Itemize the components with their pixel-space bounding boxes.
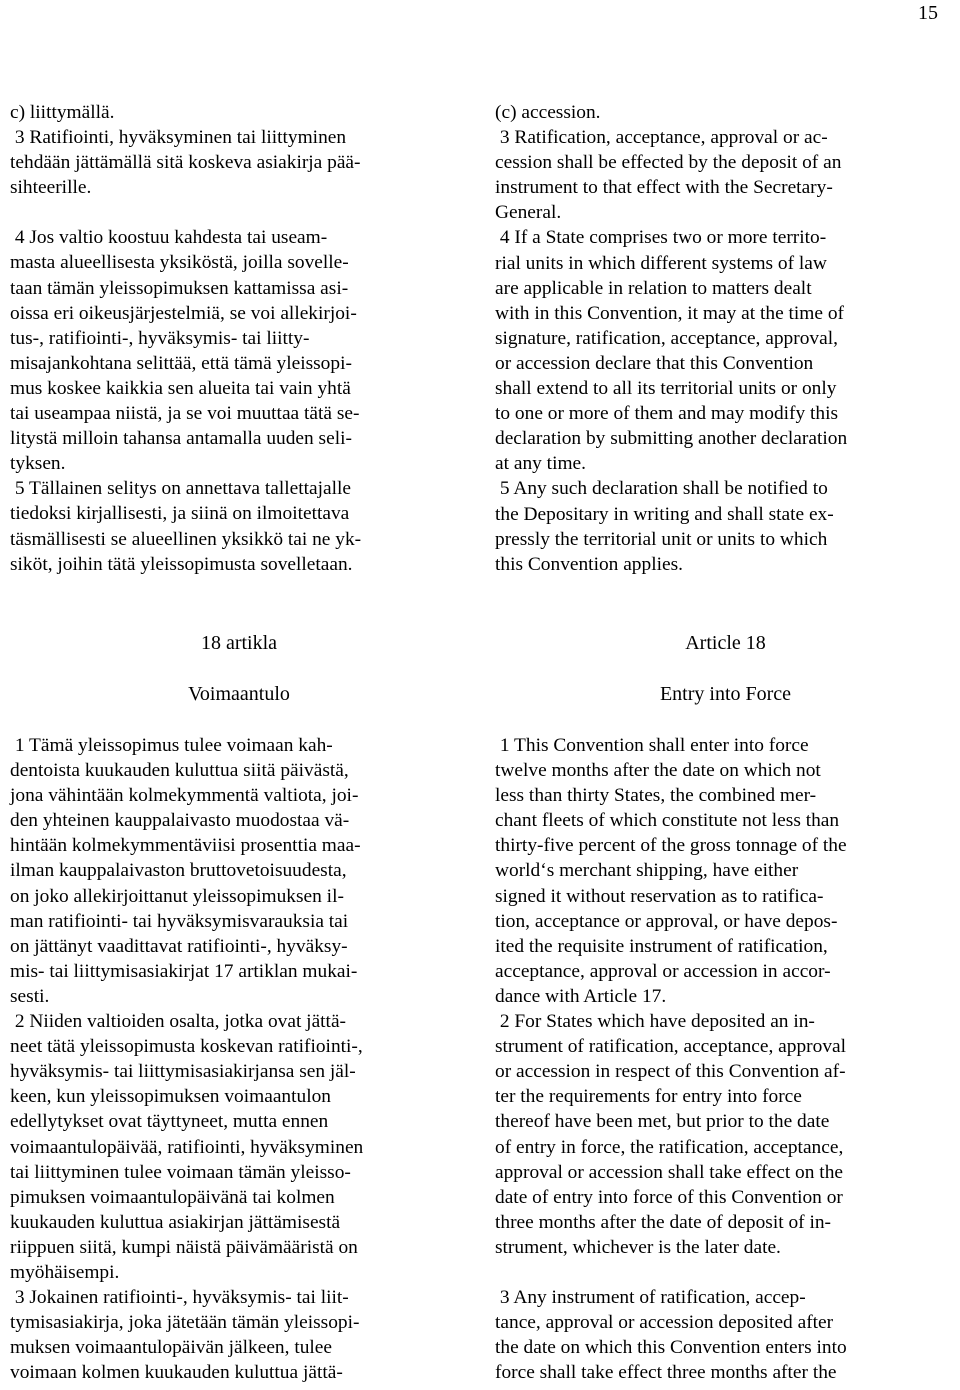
english-article-title: Article 18 xyxy=(685,632,766,654)
text-line: three months after the date of deposit of in- xyxy=(495,1211,831,1233)
text-line: signed it without reservation as to ratifica- xyxy=(495,885,824,907)
text-line: mis- tai liittymisasiakirjat 17 artiklan mukai- xyxy=(10,960,358,982)
text-line: 3 Ratification, acceptance, approval or ac- xyxy=(495,127,828,149)
text-line: voimaantulopäivää, ratifiointi, hyväksyminen xyxy=(10,1136,364,1158)
english-article-subtitle: Entry into Force xyxy=(659,683,792,705)
text-line: neet tätä yleissopimusta koskevan ratifiointi-, xyxy=(10,1036,363,1058)
text-line: 2 Niiden valtioiden osalta, jotka ovat jättä- xyxy=(10,1011,347,1033)
text-line: kuukauden kuluttua asiakirjan jättämisestä xyxy=(10,1211,341,1233)
text-line: pimuksen voimaantulopäivänä tai kolmen xyxy=(10,1186,335,1208)
text-line: date of entry into force of this Convention or xyxy=(495,1186,843,1208)
text-line: tion, acceptance or approval, or have depos- xyxy=(495,910,838,932)
text-line: 3 Jokainen ratifiointi-, hyväksymis- tai liit- xyxy=(10,1287,349,1309)
text-line: riippuen siitä, kumpi näistä päivämääristä on xyxy=(10,1236,358,1258)
text-line: with in this Convention, it may at the time of xyxy=(495,302,844,324)
text-line: ilman kauppalaivaston bruttovetoisuudesta, xyxy=(10,860,347,882)
text-line: the date on which this Convention enters into xyxy=(495,1337,847,1359)
text-line: pressly the territorial unit or units to which xyxy=(495,528,828,550)
text-line: hintään kolmekymmentäviisi prosenttia maa- xyxy=(10,835,361,857)
text-line: muksen voimaantulopäivän jälkeen, tulee xyxy=(10,1337,333,1359)
text-line: 3 Ratifiointi, hyväksyminen tai liittyminen xyxy=(10,127,347,149)
text-line: mus koskee kaikkia sen alueita tai vain yhtä xyxy=(10,377,351,399)
text-line: tance, approval or accession deposited after xyxy=(495,1312,834,1334)
text-line: instrument to that effect with the Secretary- xyxy=(495,177,833,199)
text-line: tyksen. xyxy=(10,453,66,475)
text-line: declaration by submitting another declaration xyxy=(495,428,848,450)
text-line: voimaan kolmen kuukauden kuluttua jättä- xyxy=(10,1362,343,1384)
text-line: masta alueellisesta yksiköstä, joilla sovelle- xyxy=(10,252,349,274)
text-line: the Depositary in writing and shall state ex- xyxy=(495,503,834,525)
text-line: sihteerille. xyxy=(10,177,92,199)
page-number: 15 xyxy=(918,2,938,24)
text-line: tus-, ratifiointi-, hyväksymis- tai liitty- xyxy=(10,327,310,349)
text-line: or accession in respect of this Convention af- xyxy=(495,1061,846,1083)
text-line: strument, whichever is the later date. xyxy=(495,1236,781,1258)
text-line: täsmällisesti se alueellinen yksikkö tai ne yk- xyxy=(10,528,362,550)
paragraph-gap xyxy=(495,1260,956,1285)
text-line: ter the requirements for entry into force xyxy=(495,1086,802,1108)
text-line: taan tämän yleissopimuksen kattamissa asi- xyxy=(10,277,349,299)
english-article-17-text xyxy=(495,100,956,577)
text-line: signature, ratification, acceptance, approval, xyxy=(495,327,838,349)
text-line: oissa eri oikeusjärjestelmiä, se voi allekirjoi- xyxy=(10,302,357,324)
text-line: c) liittymällä. xyxy=(10,102,115,123)
text-line: hyväksymis- tai liittymisasiakirjansa sen jäl- xyxy=(10,1061,356,1083)
finnish-article-title: 18 artikla xyxy=(200,632,278,654)
text-line: tymisasiakirja, joka jätetään tämän yleissopi- xyxy=(10,1312,360,1334)
text-line: chant fleets of which constitute not less than xyxy=(495,810,840,832)
text-line: 4 If a State comprises two or more territo- xyxy=(495,227,827,249)
text-line: this Convention applies. xyxy=(495,553,683,575)
text-line: edellytykset ovat täyttyneet, mutta ennen xyxy=(10,1111,329,1133)
text-line: at any time. xyxy=(495,453,586,475)
finnish-article-subtitle: Voimaantulo xyxy=(188,683,290,705)
text-line: myöhäisempi. xyxy=(10,1261,120,1283)
text-line: 4 Jos valtio koostuu kahdesta tai useam- xyxy=(10,227,328,249)
finnish-article-18-text xyxy=(10,733,468,1385)
text-line: (c) accession. xyxy=(495,102,601,123)
text-line: thirty-five percent of the gross tonnage of the xyxy=(495,835,847,857)
text-line: 3 Any instrument of ratification, accep- xyxy=(495,1286,806,1308)
text-line: siköt, joihin tätä yleissopimusta sovelletaan. xyxy=(10,553,353,575)
text-line: litystä milloin tahansa antamalla uuden seli- xyxy=(10,428,352,450)
text-line: General. xyxy=(495,202,562,224)
text-line: sesti. xyxy=(10,985,50,1007)
text-line: approval or accession shall take effect on the xyxy=(495,1161,843,1183)
text-line: acceptance, approval or accession in accor- xyxy=(495,960,831,982)
text-line: 1 This Convention shall enter into force xyxy=(495,735,809,756)
text-line: tai liittyminen tulee voimaan tämän yleisso- xyxy=(10,1161,351,1183)
text-line: 5 Any such declaration shall be notified to xyxy=(495,478,828,500)
text-line: 2 For States which have deposited an in- xyxy=(495,1011,815,1033)
text-line: on joko allekirjoittanut yleissopimuksen il- xyxy=(10,885,344,907)
text-line: ited the requisite instrument of ratification, xyxy=(495,935,828,957)
paragraph-gap xyxy=(10,200,468,225)
text-line: misajankohtana selittää, että tämä yleissopi- xyxy=(10,352,352,374)
text-line: keen, kun yleissopimuksen voimaantulon xyxy=(10,1086,331,1108)
text-line: strument of ratification, acceptance, approval xyxy=(495,1036,847,1058)
english-article-18-text xyxy=(495,733,956,1385)
text-line: man ratifiointi- tai hyväksymisvarauksia tai xyxy=(10,910,349,932)
text-line: tehdään jättämällä sitä koskeva asiakirja pää- xyxy=(10,152,361,174)
text-line: of entry in force, the ratification, acceptance, xyxy=(495,1136,844,1158)
text-line: den yhteinen kauppalaivasto muodostaa vä- xyxy=(10,810,350,832)
text-line: 1 Tämä yleissopimus tulee voimaan kah- xyxy=(10,735,333,756)
text-line: jona vähintään kolmekymmentä valtiota, joi- xyxy=(10,785,359,807)
text-line: or accession declare that this Convention xyxy=(495,352,814,374)
text-line: shall extend to all its territorial units or only xyxy=(495,378,837,400)
text-line: tiedoksi kirjallisesti, ja siinä on ilmoitettava xyxy=(10,503,350,525)
text-line: cession shall be effected by the deposit of an xyxy=(495,152,842,174)
text-line: on jättänyt vaadittavat ratifiointi-, hyväksy- xyxy=(10,935,348,957)
text-line: tai useampaa niistä, ja se voi muuttaa tätä se- xyxy=(10,403,360,425)
text-line: thereof have been met, but prior to the date xyxy=(495,1111,830,1133)
text-line: to one or more of them and may modify this xyxy=(495,403,839,425)
text-line: dentoista kuukauden kuluttua siitä päivästä, xyxy=(10,760,349,782)
text-line: 5 Tällainen selitys on annettava tallettajalle xyxy=(10,478,352,500)
text-line: force shall take effect three months after the xyxy=(495,1362,837,1384)
text-line: dance with Article 17. xyxy=(495,985,667,1007)
text-line: less than thirty States, the combined mer- xyxy=(495,785,817,807)
finnish-article-17-text xyxy=(10,100,468,577)
text-line: are applicable in relation to matters dealt xyxy=(495,277,812,299)
text-line: rial units in which different systems of law xyxy=(495,252,827,274)
text-line: world‘s merchant shipping, have either xyxy=(495,860,799,882)
text-line: twelve months after the date on which not xyxy=(495,760,821,782)
